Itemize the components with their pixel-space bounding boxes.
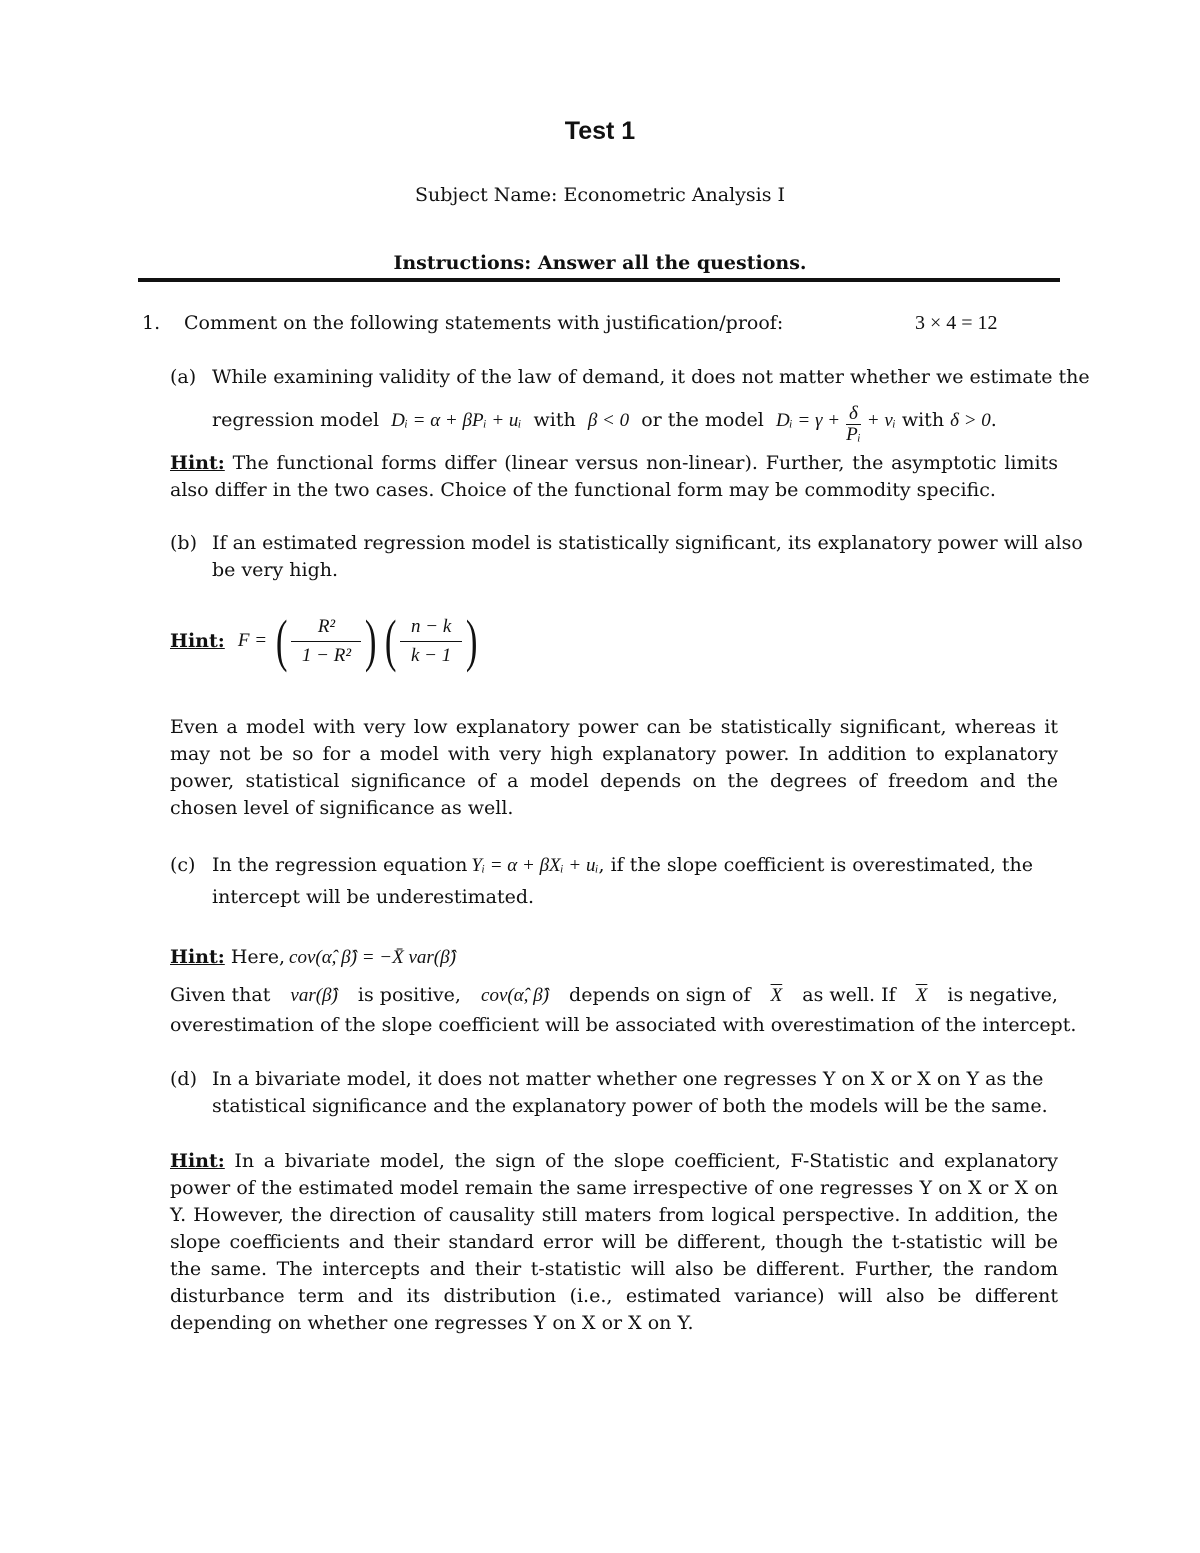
model-2-fraction (846, 404, 861, 445)
part-a-line1: While examining validity of the law of demand, it does not matter whether we estimate the (212, 366, 1090, 388)
part-d-hint (170, 1148, 1058, 1337)
fraction-r2-numerator: R² (291, 613, 361, 642)
cov-alpha-beta-hat: cov(α̂, β̂) (481, 985, 549, 1006)
part-d-label: (d) (170, 1068, 197, 1090)
subject-name: Subject Name: Econometric Analysis I (414, 184, 786, 206)
part-a-line2-pre: regression model (212, 409, 380, 431)
part-b-line1: If an estimated regression model is statistically significant, its explanatory power will also (212, 532, 1083, 554)
model-2-rhs: + vᵢ (866, 410, 896, 431)
fraction-df-denominator: k − 1 (411, 644, 452, 666)
given-text-1: Given that (170, 984, 271, 1006)
f-lhs: F = (237, 630, 268, 651)
part-c-given-line (170, 982, 1058, 1009)
part-c-given-line2: overestimation of the slope coefficient will be associated with overestimation of the intercept. (170, 1014, 1077, 1036)
model-2-denominator: Pᵢ (846, 424, 861, 445)
or-the-model: or the model (641, 409, 764, 431)
left-paren: ( (384, 608, 397, 673)
given-text-5: is negative, (947, 984, 1058, 1006)
x-bar: $\overline{X}$ (915, 985, 928, 1006)
hint-label: Hint: (170, 1150, 225, 1172)
page-title: Test 1 (564, 117, 636, 145)
condition-1: β < 0 (587, 410, 630, 431)
question-marks: 3 × 4 = 12 (915, 312, 998, 334)
with-2: with (901, 409, 945, 431)
with-1: with (533, 409, 576, 431)
hint-label: Hint: (170, 946, 225, 968)
fraction-df (400, 613, 462, 670)
given-text-2: is positive, (357, 984, 461, 1006)
part-b-explanation: Even a model with very low explanatory power can be statistically significant, whereas it may not be so for a model with very high explanatory power. In addition to explanatory power, statistical significance of a model depends on the degrees of freedom and the chosen level of significance as well. (170, 716, 1058, 819)
part-c-line1-post: , if the slope coefficient is overestimated, the (598, 854, 1034, 876)
left-paren: ( (276, 608, 288, 673)
given-text-4: as well. If (802, 984, 896, 1006)
x-bar: $\overline{X}$ (770, 985, 783, 1006)
header-divider (138, 278, 1060, 282)
hint-text: The functional forms differ (linear versus non-linear). Further, the asymptotic limits also differ in the two cases. Choice of the functional form may be commodity specific. (170, 452, 1058, 501)
model-2-numerator: δ (846, 404, 861, 425)
right-paren: ) (365, 608, 377, 673)
part-c-hint (170, 944, 456, 971)
model-1-equation: Dᵢ = α + βPᵢ + uᵢ (391, 410, 522, 431)
hint-text: In a bivariate model, the sign of the slope coefficient, F-Statistic and explanatory power of the estimated model remain the same irrespective of one regresses Y on X or X on Y. However, the direction of causality still maters from logical perspective. In addition, the slope coefficients and their standard error will be different, though the t-statistic will be the same. The intercepts and their t-statistic will also be different. Further, the random disturbance term and its distribution (i.e., estimated variance) will also be different depending on whether one regresses Y on X or X on Y. (170, 1150, 1058, 1334)
fraction-r2-denominator: 1 − R² (301, 644, 352, 666)
part-a-hint (170, 450, 1058, 504)
part-c-label: (c) (170, 854, 196, 876)
condition-2: δ > 0 (950, 410, 991, 431)
right-paren: ) (466, 608, 478, 673)
part-b-line2: be very high. (212, 559, 339, 581)
covariance-formula: cov(α̂, β̂) = −X̄ var(β̂) (289, 947, 456, 968)
hint-here: Here, (224, 946, 286, 968)
instructions: Instructions: Answer all the questions. (393, 252, 807, 274)
given-text-3: depends on sign of (569, 984, 751, 1006)
part-a-label: (a) (170, 366, 197, 388)
f-statistic-formula (170, 608, 481, 673)
part-d-line2: statistical significance and the explanatory power of both the models will be the same. (212, 1095, 1048, 1117)
model-2-lhs: Dᵢ = γ + (775, 410, 841, 431)
question-number: 1. (142, 312, 161, 334)
part-c-line1 (212, 852, 1033, 879)
part-a-line2: regression model Dᵢ = α + βPᵢ + uᵢ with β < 0 or the model Dᵢ = γ + $\frac{\delta}{\text{Pᵢ}}$ + vᵢ with δ > 0. (212, 403, 997, 445)
part-b-label: (b) (170, 532, 197, 554)
part-c-line1-pre: In the regression equation (212, 854, 468, 876)
hint-label: Hint: (170, 452, 225, 474)
part-d-line1: In a bivariate model, it does not matter whether one regresses Y on X or X on Y as the (212, 1068, 1044, 1090)
question-prompt: Comment on the following statements with justification/proof: (184, 312, 784, 334)
part-c-line2: intercept will be underestimated. (212, 886, 535, 908)
var-beta-hat: var(β̂) (290, 985, 338, 1006)
fraction-df-numerator: n − k (400, 613, 462, 642)
regression-equation: Yᵢ = α + βXᵢ + uᵢ (471, 855, 599, 876)
hint-label: Hint: (170, 630, 225, 652)
fraction-r2 (291, 613, 361, 670)
